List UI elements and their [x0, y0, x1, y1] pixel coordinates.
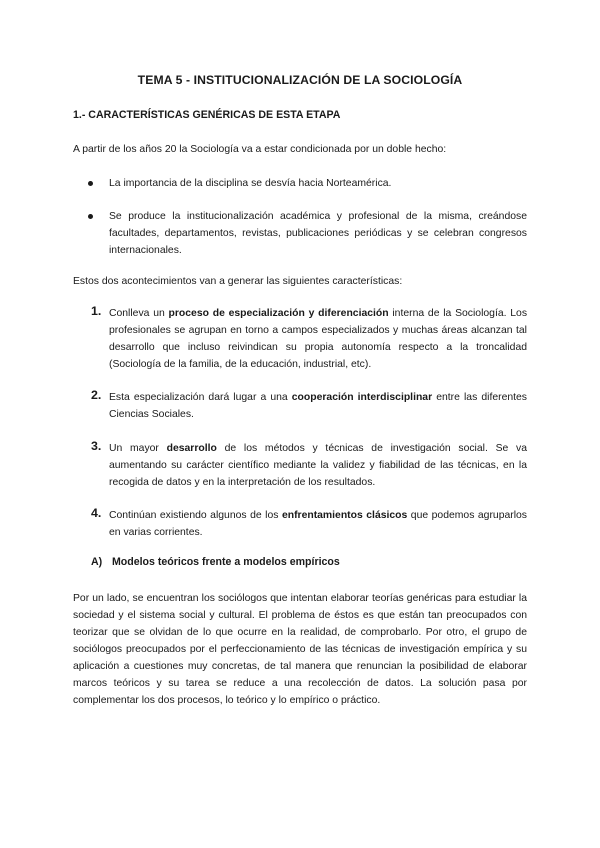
item-number: 1.	[91, 304, 102, 318]
list-item	[88, 208, 527, 259]
subsection-label: A)	[91, 556, 103, 568]
item-text: Un mayor desarrollo de los métodos y técnicas de investigación social. Se va aumentando su carácter científico mediante la validez y fiabilidad de las técnicas, en la recogida de datos y en la interpretación de los resultados.	[109, 443, 527, 488]
subsection-heading	[91, 556, 340, 568]
item-number: 3.	[91, 439, 102, 453]
final-paragraph: Por un lado, se encuentran los sociólogos que intentan elaborar teorías genéricas para estudiar la sociedad y el sistema social y cultural. El problema de éstos es que están tan preocupados con teorizar que se olvidan de lo que ocurre en la realidad, de comprobarlo. Por otro, el grupo de sociólogos preocupados por el perfeccionamiento de las técnicas de investigación empírica y su aplicación a cuestiones muy concretas, de tal manera que renuncian la posibilidad de elaborar marcos teóricos y su tarea se reduce a una recolección de datos. La solución pasa por complementar los dos procesos, lo teórico y lo empírico o práctico.	[73, 593, 527, 706]
item-number: 2.	[91, 388, 102, 402]
page-title: TEMA 5 - INSTITUCIONALIZACIÓN DE LA SOCIOLOGÍA	[137, 73, 463, 87]
item-text: Esta especialización dará lugar a una cooperación interdisciplinar entre las diferentes Ciencias Sociales.	[109, 392, 527, 420]
numbered-item	[91, 305, 527, 373]
bullet-text: Se produce la institucionalización académica y profesional de la misma, creándose facultades, departamentos, revistas, publicaciones periódicas y se celebran congresos internacionales.	[109, 211, 527, 256]
item-text: Continúan existiendo algunos de los enfrentamientos clásicos que podemos agruparlos en varias corrientes.	[109, 510, 527, 538]
list-item	[88, 175, 527, 192]
numbered-item	[91, 389, 527, 423]
bullet-text: La importancia de la disciplina se desvía hacia Norteamérica.	[109, 178, 392, 189]
bullet-list	[88, 175, 527, 259]
item-text: Conlleva un proceso de especialización y diferenciación interna de la Sociología. Los profesionales se agrupan en torno a campos especializados y muchas áreas alcanzan tal desarrollo que incluso reivindican su propia autonomía respecto a la troncalidad (Sociología de la familia, de la educación, industrial, etc).	[109, 308, 528, 370]
subsection-title: Modelos teóricos frente a modelos empíricos	[111, 556, 340, 568]
numbered-item	[91, 440, 527, 491]
bullet-icon	[88, 181, 93, 186]
numbered-item	[91, 507, 527, 541]
item-number: 4.	[91, 506, 102, 520]
intro-paragraph: A partir de los años 20 la Sociología va a estar condicionada por un doble hecho:	[73, 144, 447, 155]
section-heading: 1.- CARACTERÍSTICAS GENÉRICAS DE ESTA ETAPA	[73, 109, 341, 121]
lead-paragraph: Estos dos acontecimientos van a generar las siguientes características:	[73, 276, 403, 287]
bullet-icon	[88, 214, 93, 219]
